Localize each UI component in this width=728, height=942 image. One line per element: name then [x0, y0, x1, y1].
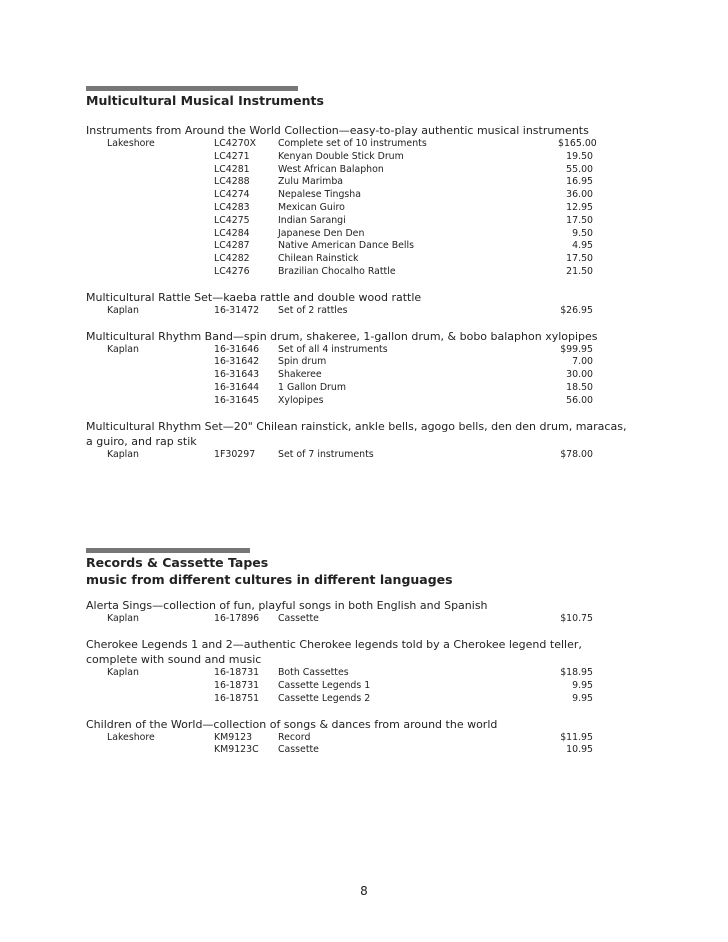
- vendor-cell: Lakeshore: [107, 138, 155, 149]
- item-name-cell: Xylopipes: [278, 394, 324, 406]
- price-cell: $165.00: [558, 138, 597, 149]
- vendor-cell: [86, 253, 214, 266]
- item-code-cell: LC4281: [214, 163, 250, 175]
- product-rows: [86, 305, 636, 318]
- item-name-cell: Mexican Guiro: [278, 201, 345, 213]
- product-description: Multicultural Rattle Set—kaeba rattle and double wood rattle: [86, 290, 422, 304]
- vendor-cell: [86, 266, 214, 279]
- product-description: Cherokee Legends 1 and 2—authentic Cherokee legends told by a Cherokee legend teller, complete with sound and music: [86, 638, 582, 667]
- catalog-page: [86, 86, 636, 768]
- vendor-cell: [86, 151, 214, 164]
- vendor-cell: [86, 680, 214, 693]
- price-cell: 30.00: [566, 369, 593, 381]
- product-description: Multicultural Rhythm Set—20" Chilean rainstick, ankle bells, agogo bells, den den drum, maracas, a guiro, and rap stik: [86, 419, 627, 448]
- item-name-cell: Set of all 4 instruments: [278, 343, 388, 355]
- sections-container: [86, 86, 636, 768]
- item-code-cell: KM9123: [214, 731, 253, 743]
- vendor-cell: [86, 228, 214, 241]
- vendor-cell: [86, 395, 214, 408]
- price-cell: 21.50: [566, 265, 593, 277]
- item-code-cell: LC4276: [214, 265, 250, 277]
- item-name-cell: Indian Sarangi: [278, 214, 346, 226]
- product-description: Multicultural Rhythm Band—spin drum, shakeree, 1-gallon drum, & bobo balaphon xylopipes: [86, 329, 598, 343]
- item-code-cell: LC4270X: [214, 138, 257, 149]
- item-code-cell: 16-31642: [214, 356, 260, 368]
- price-cell: $99.95: [560, 343, 593, 355]
- price-cell: 18.50: [566, 381, 593, 393]
- item-name-cell: Set of 2 rattles: [278, 304, 348, 316]
- section-rule: [86, 548, 250, 553]
- price-cell: 10.95: [566, 744, 593, 756]
- item-name-cell: Cassette Legends 1: [278, 679, 371, 691]
- item-name-cell: Native American Dance Bells: [278, 240, 415, 252]
- price-cell: 16.95: [566, 176, 593, 188]
- product-row: [86, 215, 636, 228]
- vendor-cell: Lakeshore: [107, 731, 155, 743]
- item-code-cell: 16-31643: [214, 369, 260, 381]
- item-name-cell: 1 Gallon Drum: [278, 381, 346, 393]
- section-rule: [86, 86, 298, 91]
- price-cell: $18.95: [560, 667, 593, 679]
- product-rows: [86, 344, 636, 408]
- item-name-cell: Chilean Rainstick: [278, 253, 359, 265]
- product-description: Instruments from Around the World Collection—easy-to-play authentic musical instruments: [86, 124, 589, 137]
- product-entry: [86, 419, 636, 473]
- vendor-cell: [86, 176, 214, 189]
- product-row: [86, 744, 636, 757]
- item-name-cell: Brazilian Chocalho Rattle: [278, 265, 396, 277]
- vendor-cell: Kaplan: [107, 448, 139, 460]
- vendor-cell: [86, 202, 214, 215]
- item-name-cell: Shakeree: [278, 369, 322, 381]
- vendor-cell: [86, 744, 214, 757]
- vendor-cell: Kaplan: [107, 667, 139, 679]
- price-cell: 4.95: [572, 240, 593, 252]
- vendor-cell: [86, 189, 214, 202]
- item-name-cell: Japanese Den Den: [278, 227, 365, 239]
- item-name-cell: Cassette: [278, 744, 319, 756]
- product-row: [86, 138, 636, 151]
- product-row: [86, 240, 636, 253]
- price-cell: 36.00: [566, 189, 593, 201]
- item-name-cell: West African Balaphon: [278, 163, 384, 175]
- product-row: [86, 382, 636, 395]
- price-cell: 56.00: [566, 394, 593, 406]
- price-cell: $26.95: [560, 304, 593, 316]
- product-description: Alerta Sings—collection of fun, playful songs in both English and Spanish: [86, 599, 488, 613]
- item-code-cell: 16-31644: [214, 381, 260, 393]
- product-row: [86, 266, 636, 279]
- vendor-cell: [86, 356, 214, 369]
- vendor-cell: [86, 164, 214, 177]
- item-code-cell: KM9123C: [214, 744, 259, 756]
- product-row: [86, 176, 636, 189]
- product-rows: [86, 449, 636, 462]
- product-entry: [86, 290, 636, 329]
- item-name-cell: Complete set of 10 instruments: [278, 138, 427, 149]
- separator-mark: [86, 482, 636, 504]
- item-code-cell: 16-17896: [214, 613, 260, 625]
- separator-mark: [86, 526, 636, 548]
- product-row: [86, 189, 636, 202]
- product-row: [86, 228, 636, 241]
- product-row: [86, 449, 636, 462]
- product-row: [86, 680, 636, 693]
- product-entry: [86, 598, 636, 637]
- item-code-cell: 16-31646: [214, 343, 260, 355]
- price-cell: 17.50: [566, 214, 593, 226]
- price-cell: $11.95: [560, 731, 593, 743]
- item-name-cell: Cassette: [278, 613, 319, 625]
- product-row: [86, 732, 636, 745]
- price-cell: 9.50: [572, 227, 593, 239]
- section-title: Records & Cassette Tapes: [86, 555, 269, 571]
- item-code-cell: LC4287: [214, 240, 250, 252]
- catalog-section: [86, 86, 636, 472]
- item-name-cell: Both Cassettes: [278, 667, 349, 679]
- separator-mark: [86, 504, 636, 526]
- product-row: [86, 356, 636, 369]
- page-number: 8: [360, 884, 368, 898]
- vendor-cell: Kaplan: [107, 613, 139, 625]
- product-rows: [86, 138, 636, 279]
- item-code-cell: 16-31645: [214, 394, 260, 406]
- product-row: [86, 305, 636, 318]
- product-row: [86, 253, 636, 266]
- product-entry: [86, 637, 636, 716]
- product-description: Children of the World—collection of songs & dances from around the world: [86, 717, 498, 731]
- product-entry: [86, 329, 636, 419]
- price-cell: $78.00: [560, 448, 593, 460]
- product-row: [86, 667, 636, 680]
- product-rows: [86, 732, 636, 758]
- item-name-cell: Cassette Legends 2: [278, 692, 371, 704]
- vendor-cell: [86, 693, 214, 706]
- item-name-cell: Kenyan Double Stick Drum: [278, 150, 404, 162]
- price-cell: 17.50: [566, 253, 593, 265]
- product-row: [86, 202, 636, 215]
- product-rows: [86, 667, 636, 705]
- item-code-cell: LC4274: [214, 189, 250, 201]
- item-name-cell: Spin drum: [278, 356, 327, 368]
- product-entry: [86, 717, 636, 769]
- price-cell: 9.95: [572, 692, 593, 704]
- catalog-section: [86, 548, 636, 768]
- item-code-cell: 1F30297: [214, 448, 256, 460]
- item-code-cell: LC4275: [214, 214, 250, 226]
- product-rows: [86, 613, 636, 626]
- item-code-cell: LC4288: [214, 176, 250, 188]
- item-name-cell: Nepalese Tingsha: [278, 189, 361, 201]
- product-row: [86, 613, 636, 626]
- vendor-cell: [86, 215, 214, 228]
- section-title: Multicultural Musical Instruments: [86, 93, 324, 108]
- item-code-cell: 16-31472: [214, 304, 260, 316]
- item-code-cell: LC4284: [214, 227, 250, 239]
- price-cell: 9.95: [572, 679, 593, 691]
- item-code-cell: LC4283: [214, 201, 250, 213]
- price-cell: 12.95: [566, 201, 593, 213]
- product-row: [86, 164, 636, 177]
- vendor-cell: Kaplan: [107, 343, 139, 355]
- price-cell: 19.50: [566, 150, 593, 162]
- item-code-cell: 16-18731: [214, 679, 260, 691]
- vendor-cell: Kaplan: [107, 304, 139, 316]
- product-row: [86, 693, 636, 706]
- product-row: [86, 395, 636, 408]
- product-row: [86, 369, 636, 382]
- item-code-cell: 16-18731: [214, 667, 260, 679]
- section-subtitle: music from different cultures in different languages: [86, 572, 453, 588]
- item-code-cell: 16-18751: [214, 692, 260, 704]
- product-row: [86, 151, 636, 164]
- product-entry: [86, 123, 636, 290]
- price-cell: $10.75: [560, 613, 593, 625]
- vendor-cell: [86, 382, 214, 395]
- item-name-cell: Set of 7 instruments: [278, 448, 374, 460]
- product-row: [86, 344, 636, 357]
- item-code-cell: LC4271: [214, 150, 250, 162]
- vendor-cell: [86, 240, 214, 253]
- item-name-cell: Zulu Marimba: [278, 176, 344, 188]
- item-name-cell: Record: [278, 731, 311, 743]
- separator-mark: [86, 472, 636, 482]
- vendor-cell: [86, 369, 214, 382]
- item-code-cell: LC4282: [214, 253, 250, 265]
- price-cell: 55.00: [566, 163, 593, 175]
- price-cell: 7.00: [572, 356, 593, 368]
